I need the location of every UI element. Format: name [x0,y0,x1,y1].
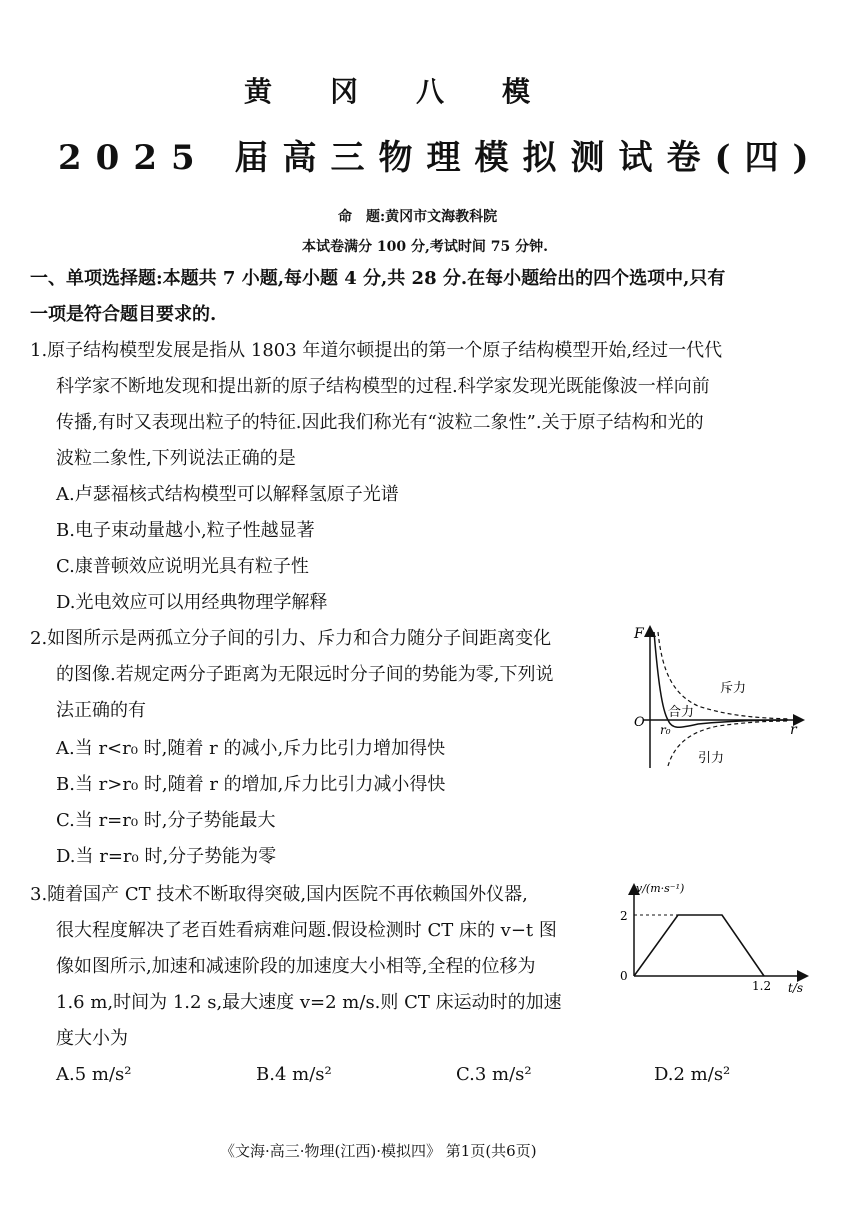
q1-text-line4: 波粒二象性,下列说法正确的是 [56,448,296,469]
net-force-label: 合力 [668,705,695,720]
section-instruction-line2: 一项是符合题目要求的. [30,304,217,325]
q3-text-line3: 像如图所示,加速和减速阶段的加速度大小相等,全程的位移为 [56,956,536,977]
q2-text-line1: 2.如图所示是两孤立分子间的引力、斥力和合力随分子间距离变化 [30,628,552,649]
q1-text-line3: 传播,有时又表现出粒子的特征.因此我们称光有“波粒二象性”.关于原子结构和光的 [56,412,704,433]
exam-title: 2025 届高三物理模拟测试卷(四) [58,138,823,178]
q2-text-line3: 法正确的有 [56,700,146,721]
q2-option-a: A.当 r<r₀ 时,随着 r 的减小,斥力比引力增加得快 [56,738,446,759]
q3-option-a: A.5 m/s² [56,1064,132,1085]
q3-option-c: C.3 m/s² [456,1064,532,1085]
q1-text-line2: 科学家不断地发现和提出新的原子结构模型的过程.科学家发现光既能像波一样向前 [56,376,710,397]
section-instruction-line1: 一、单项选择题:本题共 7 小题,每小题 4 分,共 28 分.在每小题给出的四个选项中,只有 [30,268,726,289]
r0-label: r₀ [660,723,671,737]
velocity-time-figure [612,878,812,998]
r-axis-label: r [790,722,797,738]
q3-text-line2: 很大程度解决了老百姓看病难问题.假设检测时 CT 床的 v−t 图 [56,920,557,941]
origin-zero-label: 0 [620,969,628,983]
q3-text-line4: 1.6 m,时间为 1.2 s,最大速度 v=2 m/s.则 CT 床运动时的加速 [56,992,562,1013]
v-t-trapezoid [634,915,764,976]
q3-option-d: D.2 m/s² [654,1064,731,1085]
v-axis-label: v/(m·s⁻¹) [636,882,685,895]
t-tick-label: 1.2 [752,979,772,993]
t-axis-label: t/s [788,981,804,995]
q2-option-b: B.当 r>r₀ 时,随着 r 的增加,斥力比引力减小得快 [56,774,446,795]
author-line: 命 题:黄冈市文海教科院 [338,209,498,225]
series-title: 黄冈八模 [244,75,589,108]
q3-option-b: B.4 m/s² [256,1064,332,1085]
exam-info: 本试卷满分 100 分,考试时间 75 分钟. [302,239,548,255]
q1-option-a: A.卢瑟福核式结构模型可以解释氢原子光谱 [56,484,399,505]
q1-text-line1: 1.原子结构模型发展是指从 1803 年道尔顿提出的第一个原子结构模型开始,经过一代代 [30,340,723,361]
page-footer: 《文海·高三·物理(江西)·模拟四》 第1页(共6页) [220,1142,537,1160]
q3-text-line1: 3.随着国产 CT 技术不断取得突破,国内医院不再依赖国外仪器, [30,884,528,905]
q1-option-d: D.光电效应可以用经典物理学解释 [56,592,328,613]
q2-option-c: C.当 r=r₀ 时,分子势能最大 [56,810,276,831]
f-axis-label: F [634,626,644,642]
q2-text-line2: 的图像.若规定两分子距离为无限远时分子间的势能为零,下列说 [56,664,554,685]
q1-option-b: B.电子束动量越小,粒子性越显著 [56,520,315,541]
q3-text-line5: 度大小为 [56,1028,128,1049]
origin-label: O [634,715,645,730]
v-tick-label: 2 [620,909,628,923]
repulsion-label: 斥力 [720,681,747,696]
q1-option-c: C.康普顿效应说明光具有粒子性 [56,556,309,577]
attraction-label: 引力 [698,751,725,766]
force-distance-figure [628,620,808,780]
attraction-curve [668,721,790,766]
q2-option-d: D.当 r=r₀ 时,分子势能为零 [56,846,277,867]
